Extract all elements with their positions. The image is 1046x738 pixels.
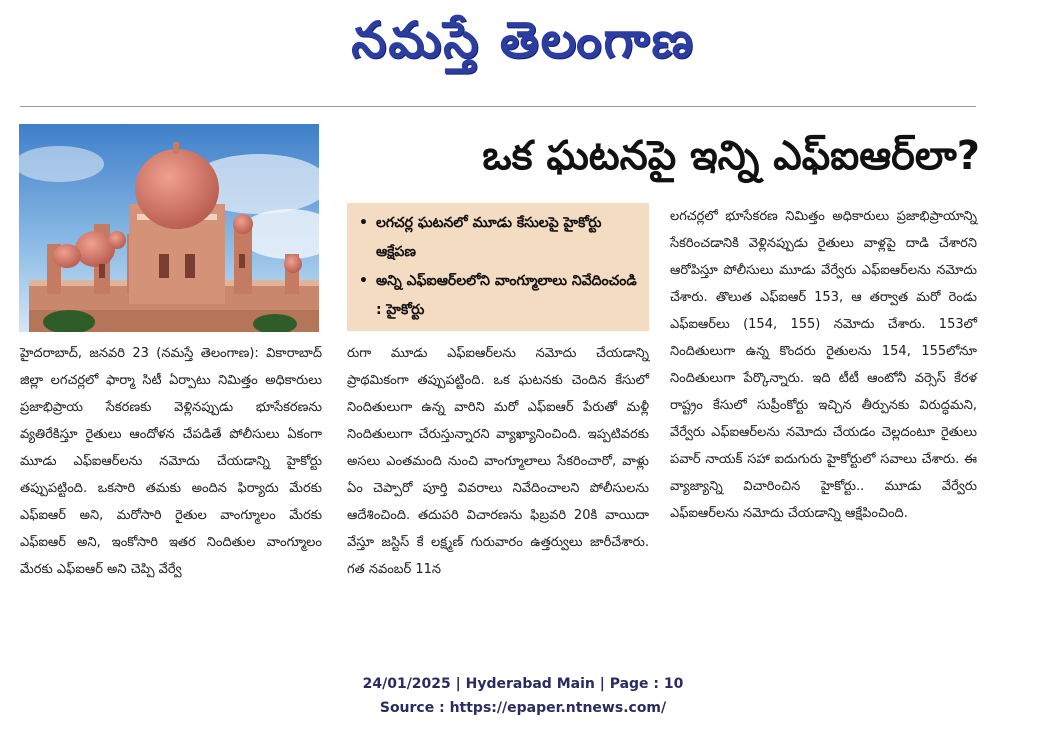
highlights-box (347, 203, 649, 331)
footer-date-line: 24/01/2025 | Hyderabad Main | Page : 10 (362, 676, 684, 692)
high-court-building-icon (19, 124, 319, 332)
article-column-3: లగచర్లలో భూసేకరణ నిమిత్తం అధికారులు ప్రజాభిప్రాయాన్ని సేకరించడానికి వెళ్లినప్పుడు రైతులు వాళ్లపై దాడి చేశారని ఆరోపిస్తూ పోలీసులు మూడు వేర్వేరు ఎఫ్‌ఐఆర్‌లను నమోదు చేశారు. తొలుత ఎఫ్‌ఐఆర్‌ 153, ఆ తర్వాత మరో రెండు ఎఫ్‌ఐఆర్‌లు (154, 155) నమోదు చేశారు. 153లో నిందితులుగా ఉన్న కొందరు రైతులను 154, 155లోనూ నిందితులుగా పేర్కొన్నారు. ఇది టీటీ ఆంటోనీ వర్సెస్‌ కేరళ రాష్ట్రం కేసులో సుప్రీంకోర్టు ఇచ్చిన తీర్పునకు విరుద్ధమని, వేర్వేరు ఎఫ్‌ఐఆర్‌లను నమోదు చేయడం చెల్లదంటూ రైతులు పవార్‌ నాయక్‌ సహా ఐదుగురు హైకోర్టులో సవాలు చేశారు. ఈ వ్యాజ్యాన్ని విచారించిన హైకోర్టు.. మూడు వేర్వేరు ఎఫ్‌ఐఆర్‌లను నమోదు చేయడాన్ని ఆక్షేపించింది. (670, 209, 977, 521)
footer-source-line: Source : https://epaper.ntnews.com/ (379, 700, 667, 716)
highlight-text: అన్ని ఎఫ్‌ఐఆర్‌లలోని వాంగ్మూలాలు నివేదించండి : హైకోర్టు (375, 273, 637, 318)
bullet-icon: • (359, 273, 368, 289)
headline: ఒక ఘటనపై ఇన్ని ఎఫ్‌ఐఆర్‌లా? (482, 133, 980, 179)
highlight-text: లగచర్ల ఘటనలో మూడు కేసులపై హైకోర్టు ఆక్షేపణ (375, 215, 602, 260)
bullet-icon: • (359, 215, 368, 231)
highlight-item (359, 209, 641, 267)
high-court-building-image (19, 124, 319, 332)
masthead (0, 0, 1046, 92)
highlight-item (359, 267, 641, 325)
masthead-logo: నమస్తే తెలంగాణ (351, 10, 695, 69)
article-column-2: రుగా మూడు ఎఫ్‌ఐఆర్‌లను నమోదు చేయడాన్ని ప్రాథమికంగా తప్పుపట్టింది. ఒక ఘటనకు చెందిన కేసులో నిందితులుగా ఉన్న వారిని మరో ఎఫ్‌ఐఆర్‌ పేరుతో మళ్లీ నిందితులుగా చేరుస్తున్నారని వ్యాఖ్యానించింది. ఇప్పటివరకు అసలు ఎంతమంది నుంచి వాంగ్మూలాలు సేకరించారో, వాళ్లు ఏం చెప్పారో పూర్తి వివరాలు నివేదించాలని పోలీసులను ఆదేశించింది. తదుపరి విచారణను ఫిబ్రవరి 20కి వాయిదా వేస్తూ జస్టిస్‌ కే లక్ష్మణ్‌ గురువారం ఉత్తర్వులు జారీచేశారు. గత నవంబర్‌ 11న (347, 346, 649, 577)
masthead-divider (20, 106, 976, 107)
article-column-1: హైదరాబాద్‌, జనవరి 23 (నమస్తే తెలంగాణ): వికారాబాద్‌ జిల్లా లగచర్లలో ఫార్మా సిటీ ఏర్పాటు నిమిత్తం అధికారులు ప్రజాభిప్రాయ సేకరణకు వెళ్లినప్పుడు భూసేకరణను వ్యతిరేకిస్తూ రైతులు ఆందోళన చేపడితే పోలీసులు ఏకంగా మూడు ఎఫ్‌ఐఆర్‌లను నమోదు చేయడాన్ని హైకోర్టు తప్పుపట్టింది. ఒకసారి తమకు అందిన ఫిర్యాదు మేరకు ఎఫ్‌ఐఆర్‌ అని, మరోసారి రైతుల వాంగ్మూలం మేరకు ఎఫ్‌ఐఆర్‌ అని, ఇంకోసారి ఇతర నిందితుల వాంగ్మూలం మేరకు ఎఫ్‌ఐఆర్‌ అని చెప్పి వేర్వే (20, 346, 322, 577)
